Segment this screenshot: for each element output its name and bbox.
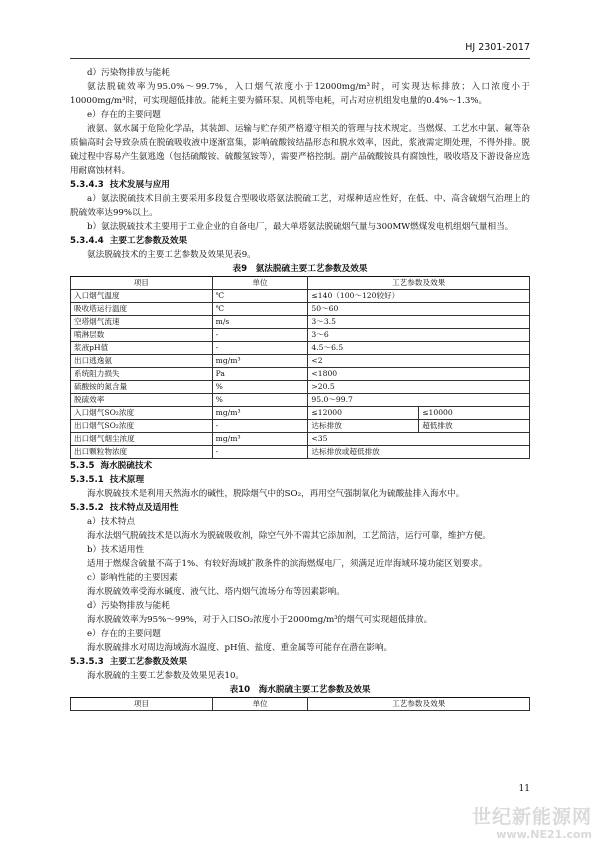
section-title: 海水脱硫技术 [100, 461, 153, 471]
section-heading [70, 655, 530, 669]
section-number: 5.3.5 [70, 461, 95, 471]
section-heading [70, 473, 530, 487]
cell-item: 出口烟气SO₂浓度 [71, 420, 213, 433]
table-9 [70, 276, 530, 459]
section-heading [70, 501, 530, 515]
cell-unit: - [212, 446, 308, 459]
table-row [71, 342, 530, 355]
watermark-logo [472, 808, 592, 840]
paragraph: a）氨法脱硫技术目前主要采用多段复合型吸收塔氨法脱硫工艺，对煤种适应性好，在低、中、高含硫烟气治理上的脱硫效率达99%以上。 [70, 194, 530, 218]
cell-value: 50～60 [308, 303, 530, 316]
paragraph: 海水脱硫效率为95%～99%，对于入口SO₂浓度小于2000mg/m³的烟气可实现超低排放。 [87, 615, 433, 625]
table-row [71, 446, 530, 459]
paragraph: 氨法脱硫技术的主要工艺参数及效果见表9。 [87, 250, 256, 260]
header-rule [70, 58, 530, 59]
standard-code: HJ 2301-2017 [465, 42, 530, 53]
table-row [71, 329, 530, 342]
table-9-caption: 表9 氨法脱硫主要工艺参数及效果 [232, 264, 368, 274]
table-10-header-row [71, 698, 530, 711]
cell-unit: % [212, 394, 308, 407]
table-row [71, 316, 530, 329]
cell-unit: - [212, 342, 308, 355]
cell-item: 入口烟气温度 [71, 290, 213, 303]
cell-item: 出口颗粒物浓度 [71, 446, 213, 459]
table-10-caption: 表10 海水脱硫主要工艺参数及效果 [229, 685, 371, 695]
section-title: 技术特点及适用性 [109, 503, 179, 513]
table-row [71, 407, 530, 420]
paragraph: 海水脱硫排水对周边海域海水温度、pH值、盐度、重金属等可能存在潜在影响。 [87, 643, 393, 653]
cell-item: 出口逃逸氨 [71, 355, 213, 368]
section-heading [70, 178, 530, 192]
cell-item: 脱硫效率 [71, 394, 213, 407]
cell-item: 吸收塔运行温度 [71, 303, 213, 316]
header-item: 项目 [71, 698, 213, 711]
watermark-line-1: 世纪新能源网 [471, 806, 592, 828]
cell-unit: mg/m³ [212, 355, 308, 368]
paragraph: 液氨、氨水属于危险化学品，其装卸、运输与贮存须严格遵守相关的管理与技术规定。当燃煤、工艺水中氯、氟等杂质偏高时会导致杂质在脱硫吸收液中逐渐富集，影响硫酸铵结晶形态和脱水效率，因此，浆液需定期处理，不得外排。脱硫过程中容易产生氨逃逸（包括硫酸铵、硫酸氢铵等），需要严格控制。副产品硫酸铵具有腐蚀性，吸收塔及下游设备应选用耐腐蚀材料。 [70, 124, 530, 176]
section-heading [70, 234, 530, 248]
table-row [71, 355, 530, 368]
section-number: 5.3.5.1 [70, 475, 104, 485]
paragraph: 海水脱硫技术是利用天然海水的碱性，脱除烟气中的SO₂，再用空气强制氧化为硫酸盐排入海水中。 [87, 489, 465, 499]
cell-unit: - [212, 420, 308, 433]
paragraph: 适用于燃煤含硫量不高于1%、有较好海域扩散条件的滨海燃煤电厂，须满足近岸海域环境功能区划要求。 [87, 559, 488, 569]
cell-value: 3～3.5 [308, 316, 530, 329]
paragraph: b）技术适用性 [87, 545, 145, 555]
header-item: 项目 [71, 277, 213, 290]
section-5-3-5 [70, 459, 530, 683]
section-title: 主要工艺参数及效果 [109, 236, 188, 246]
paragraph: d）污染物排放与能耗 [87, 601, 170, 611]
table-row [71, 303, 530, 316]
table-9-header-row [71, 277, 530, 290]
cell-value: <35 [308, 433, 530, 446]
header-value: 工艺参数及效果 [308, 698, 530, 711]
cell-value: <2 [308, 355, 530, 368]
cell-item: 系统阻力损失 [71, 368, 213, 381]
paragraph: b）氨法脱硫技术主要用于工业企业的自备电厂，最大单塔氨法脱硫烟气量与300MW燃煤发电机组烟气量相当。 [87, 222, 514, 232]
paragraph: a）技术特点 [87, 517, 136, 527]
paragraph: e）存在的主要问题 [87, 629, 161, 639]
header-value: 工艺参数及效果 [308, 277, 530, 290]
cell-value: >20.5 [308, 381, 530, 394]
paragraph: d）污染物排放与能耗 [87, 68, 170, 78]
section-5-3-4 [70, 66, 530, 262]
paragraph: c）影响性能的主要因素 [87, 573, 178, 583]
cell-value: 达标排放或超低排放 [308, 446, 530, 459]
table-9-body [71, 290, 530, 459]
cell-item: 空塔烟气流速 [71, 316, 213, 329]
cell-item: 喷淋层数 [71, 329, 213, 342]
table-10 [70, 697, 530, 711]
table-row [71, 290, 530, 303]
section-number: 5.3.5.3 [70, 657, 104, 667]
cell-value: 95.0～99.7 [308, 394, 530, 407]
paragraph: 海水脱硫效率受海水碱度、液气比、塔内烟气流场分布等因素影响。 [87, 587, 345, 597]
cell-value-b: 超低排放 [419, 420, 530, 433]
section-number: 5.3.5.2 [70, 503, 104, 513]
cell-value: ≤140（100～120较好） [308, 290, 530, 303]
page-number: 11 [518, 784, 530, 794]
cell-unit: % [212, 381, 308, 394]
cell-unit: mg/m³ [212, 407, 308, 420]
paragraph: e）存在的主要问题 [87, 110, 161, 120]
cell-value: 4.5～6.5 [308, 342, 530, 355]
section-number: 5.3.4.3 [70, 180, 104, 190]
section-heading [70, 459, 530, 473]
section-number: 5.3.4.4 [70, 236, 104, 246]
cell-item: 浆液pH值 [71, 342, 213, 355]
document-body [70, 66, 530, 711]
cell-unit: m/s [212, 316, 308, 329]
cell-unit: ℃ [212, 290, 308, 303]
header-unit: 单位 [212, 698, 308, 711]
cell-item: 硫酸铵的氮含量 [71, 381, 213, 394]
cell-value: 3～6 [308, 329, 530, 342]
table-row [71, 433, 530, 446]
cell-unit: mg/m³ [212, 433, 308, 446]
cell-value-a: 达标排放 [308, 420, 419, 433]
section-title: 主要工艺参数及效果 [109, 657, 188, 667]
section-title: 技术发展与应用 [109, 180, 170, 190]
paragraph: 海水脱硫的主要工艺参数及效果见表10。 [87, 671, 245, 681]
cell-item: 入口烟气SO₂浓度 [71, 407, 213, 420]
header-unit: 单位 [212, 277, 308, 290]
table-row [71, 381, 530, 394]
cell-value-b: ≤10000 [419, 407, 530, 420]
cell-item: 出口烟气烟尘浓度 [71, 433, 213, 446]
table-row [71, 420, 530, 433]
cell-unit: Pa [212, 368, 308, 381]
watermark-line-2: www.NE21.com [496, 828, 592, 841]
paragraph: 海水法烟气脱硫技术是以海水为脱硫吸收剂，除空气外不需其它添加剂，工艺简洁，运行可靠，维护方便。 [87, 531, 491, 541]
paragraph: 氨法脱硫效率为95.0%～99.7%，入口烟气浓度小于12000mg/m³时，可实现达标排放；入口浓度小于10000mg/m³时，可实现超低排放。能耗主要为循环泵、风机等电耗，可占对应机组发电量的0.4%～1.3%。 [70, 82, 530, 106]
cell-value-a: ≤12000 [308, 407, 419, 420]
cell-unit: ℃ [212, 303, 308, 316]
cell-unit: - [212, 329, 308, 342]
table-row [71, 368, 530, 381]
table-row [71, 394, 530, 407]
cell-value: <1800 [308, 368, 530, 381]
section-title: 技术原理 [109, 475, 145, 485]
